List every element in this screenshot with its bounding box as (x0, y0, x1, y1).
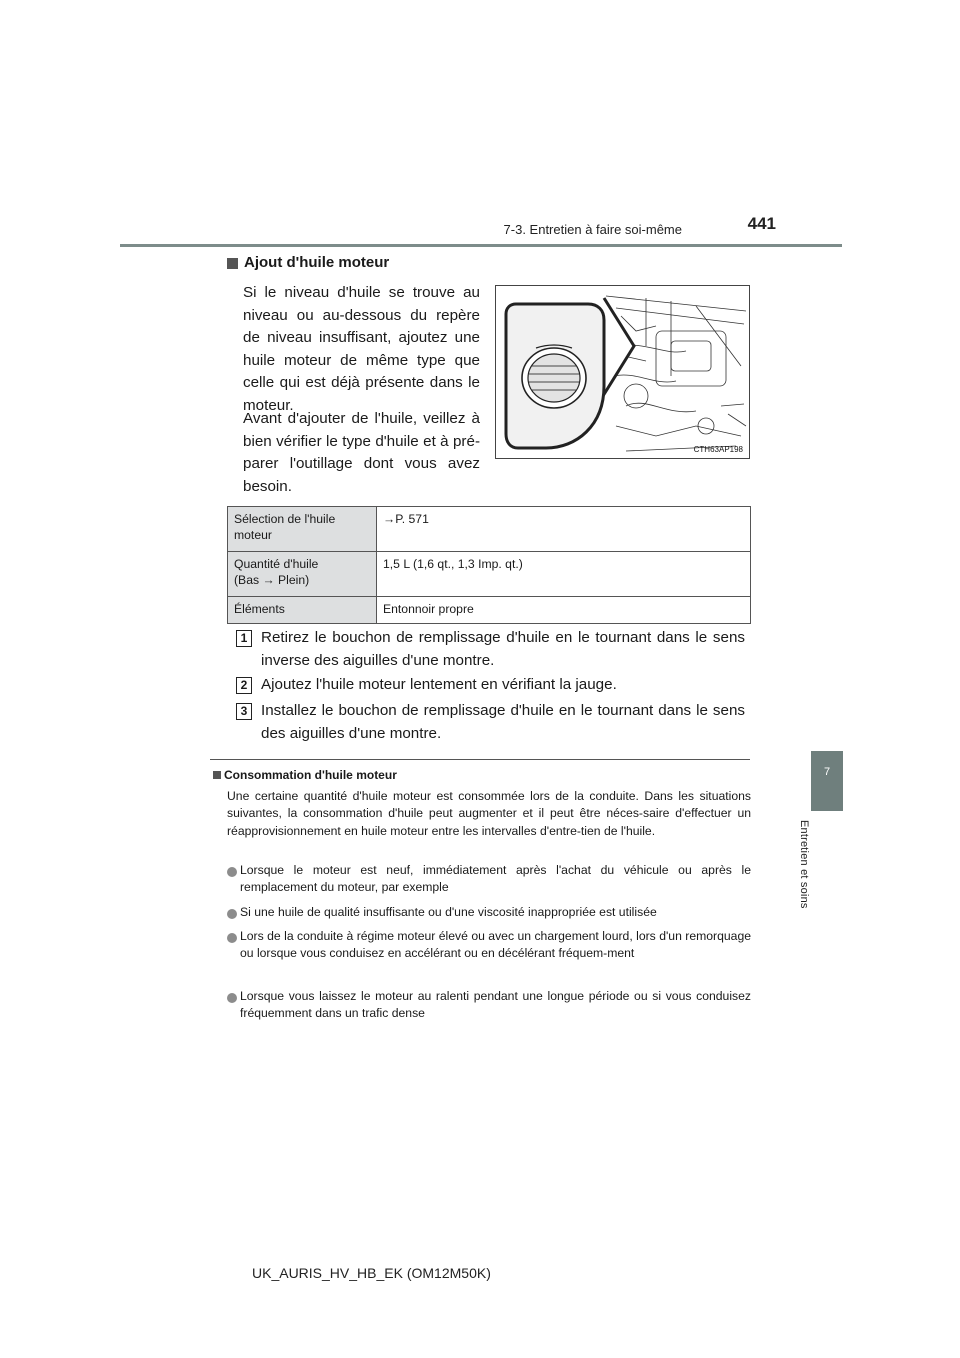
engine-bay-illustration (496, 286, 750, 459)
step-number-1: 1 (236, 630, 252, 647)
step-text-1: Retirez le bouchon de remplissage d'huile en le tournant dans le sens inverse des aiguilles d'une montre. (261, 629, 745, 669)
notes-divider (210, 759, 750, 760)
step-number-3: 3 (236, 703, 252, 720)
bullet-icon (227, 867, 237, 877)
bullet-icon (227, 933, 237, 943)
table-value-page-ref: →P. 571 (377, 507, 751, 552)
heading-square-icon (227, 258, 238, 269)
bullet-icon (227, 993, 237, 1003)
chapter-number: 7 (823, 766, 831, 778)
step-text-2: Ajoutez l'huile moteur lentement en vérifiant la jauge. (261, 676, 617, 693)
model-code-footer: UK_AURIS_HV_HB_EK (OM12M50K) (252, 1265, 491, 1281)
table-value-oil-quantity: 1,5 L (1,6 qt., 1,3 Imp. qt.) (377, 552, 751, 597)
notes-body: Une certaine quantité d'huile moteur est consommée lors de la conduite. Dans les situations suivantes, la consommation d'huile peut augmenter et il peut être néces-saire d'effectuer un réapprovisionnement en huile moteur entre les intervalles d'entre-tien de l'huile. (227, 789, 751, 838)
table-row (228, 597, 751, 624)
preparation-paragraph: Avant d'ajouter de l'huile, veillez à bien vérifier le type d'huile et à pré-parer l'outillage dont vous avez besoin. (243, 410, 480, 495)
table-row (228, 552, 751, 597)
notes-title: Consommation d'huile moteur (224, 768, 397, 782)
figure-code: CTH63AP198 (693, 445, 743, 454)
step-text-3: Installez le bouchon de remplissage d'huile en le tournant dans le sens des aiguilles d'une montre. (261, 702, 745, 742)
table-label-items: Éléments (228, 597, 377, 624)
notes-square-icon (213, 771, 221, 779)
page-number: 441 (747, 214, 776, 233)
list-item: Si une huile de qualité insuffisante ou d'une viscosité inappropriée est utilisée (240, 905, 657, 919)
chapter-title: Entretien et soins (798, 820, 810, 909)
table-label-oil-selection: Sélection de l'huile moteur (228, 507, 377, 552)
list-item: Lorsque le moteur est neuf, immédiatement après l'achat du véhicule ou après le remplacement du moteur, par exemple (240, 863, 751, 895)
table-value-items: Entonnoir propre (377, 597, 751, 624)
header-rule (120, 244, 842, 247)
section-heading: Ajout d'huile moteur (244, 254, 390, 271)
table-label-oil-quantity: Quantité d'huile (Bas → Plein) (228, 552, 377, 597)
chapter-tab (811, 751, 843, 811)
spec-table (227, 506, 751, 624)
step-number-2: 2 (236, 677, 252, 694)
list-item: Lorsque vous laissez le moteur au ralenti pendant une longue période ou si vous conduisez fréquemment dans un trafic dense (240, 989, 751, 1021)
list-item: Lors de la conduite à régime moteur élevé ou avec un chargement lourd, lors d'un remorquage ou lorsque vous conduisez en accélérant ou en décélérant fréquem-ment (240, 929, 751, 961)
intro-paragraph: Si le niveau d'huile se trouve au niveau ou au-dessous du repère de niveau insuffisant, ajoutez une huile moteur de même type que celle qui est déjà présente dans le moteur. (243, 284, 480, 414)
bullet-icon (227, 909, 237, 919)
table-row (228, 507, 751, 552)
engine-oil-cap-figure (495, 285, 750, 459)
section-title: 7-3. Entretien à faire soi-même (503, 222, 682, 237)
